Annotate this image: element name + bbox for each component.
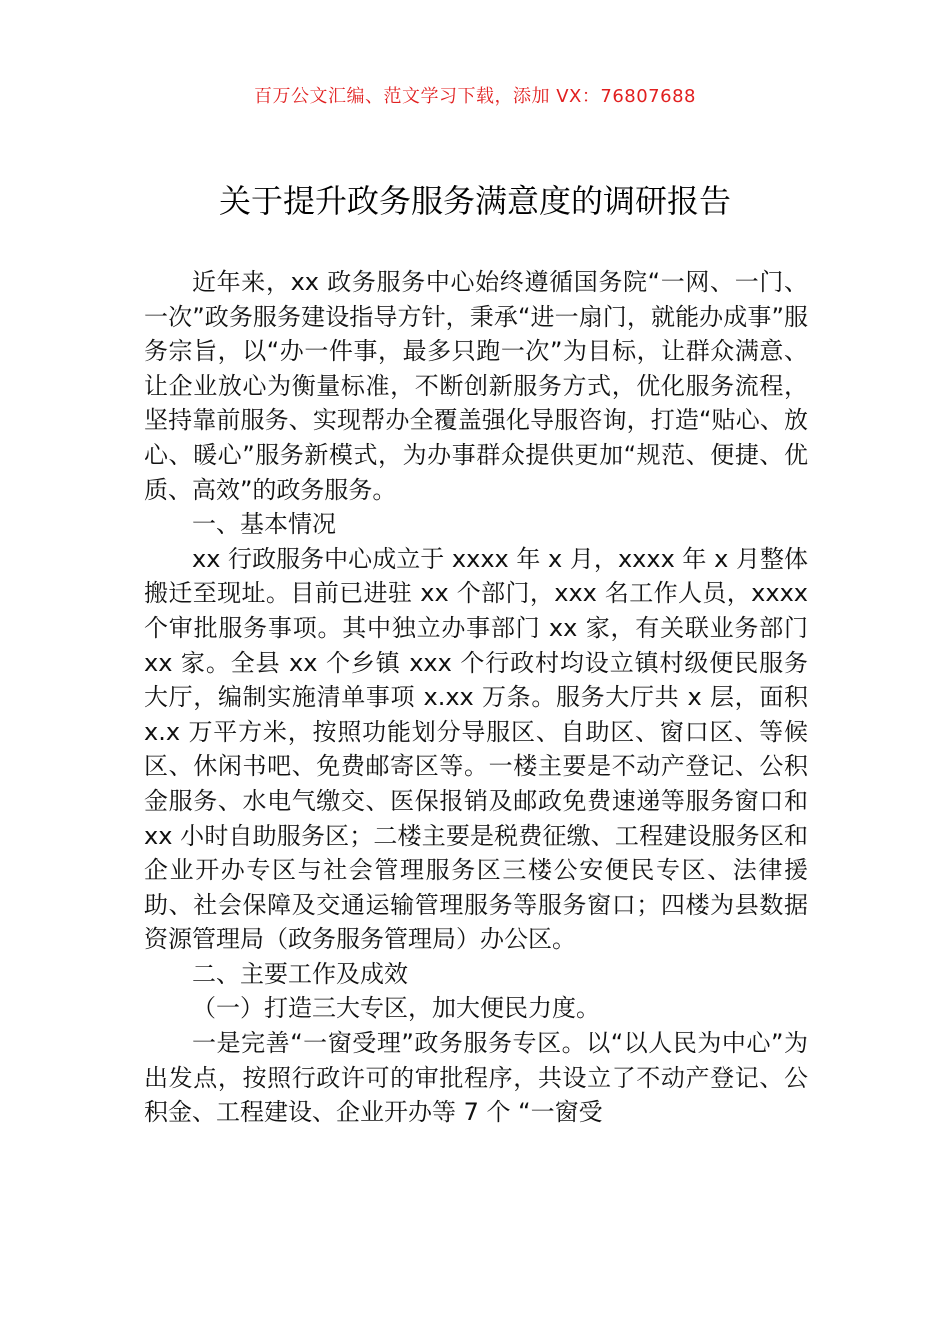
paragraph-item-1: 一是完善“一窗受理”政务服务专区。以“以人民为中心”为出发点，按照行政许可的审批程序，共设立了不动产登记、公积金、工程建设、企业开办等 7 个 “一窗受 — [144, 1029, 808, 1127]
paragraph-intro: 近年来，xx 政务服务中心始终遵循国务院“一网、一门、一次”政务服务建设指导方针，秉承“进一扇门，就能办成事”服务宗旨，以“办一件事，最多只跑一次”为目标，让群众满意、让企业放心为衡量标准，不断创新服务方式，优化服务流程，坚持靠前服务、实现帮办全覆盖强化导服咨询，打造“贴心、放心、暖心”服务新模式，为办事群众提供更加“规范、便捷、优质、高效”的政务服务。 — [144, 268, 808, 504]
paragraph-basic-info: xx 行政服务中心成立于 xxxx 年 x 月，xxxx 年 x 月整体搬迁至现址。目前已进驻 xx 个部门，xxx 名工作人员，xxxx 个审批服务事项。其中独立办事部门 xx 家，有关联业务部门 xx 家。全县 xx 个乡镇 xxx 个行政村均设立镇村级便民服务大厅，编制实施清单事项 x.xx 万条。服务大厅共 x 层，面积 x.x 万平方米，按照功能划分导服区、自助区、窗口区、等候区、休闲书吧、免费邮寄区等。一楼主要是不动产登记、公积金服务、水电气缴交、医保报销及邮政免费速递等服务窗口和 xx 小时自助服务区；二楼主要是税费征缴、工程建设服务区和企业开办专区与社会管理服务区三楼公安便民专区、法律援助、社会保障及交通运输管理服务等服务窗口；四楼为县数据资源管理局（政务服务管理局）办公区。 — [144, 544, 808, 954]
page-title: 关于提升政务服务满意度的调研报告 — [218, 182, 731, 220]
section-heading-basic: 一、基本情况 — [192, 510, 336, 539]
watermark-text: 百万公文汇编、范文学习下载，添加 VX：76807688 — [254, 86, 696, 107]
section-heading-work: 二、主要工作及成效 — [192, 959, 408, 988]
subsection-heading-1: （一）打造三大专区，加大便民力度。 — [192, 994, 600, 1023]
document-body — [144, 265, 808, 1130]
